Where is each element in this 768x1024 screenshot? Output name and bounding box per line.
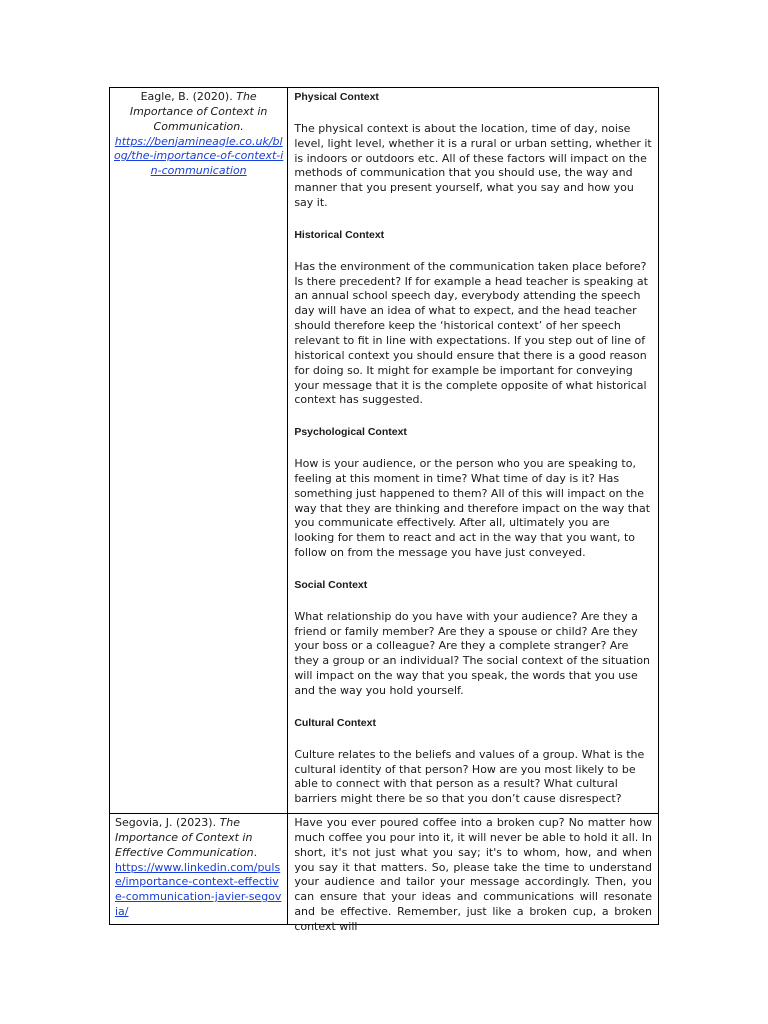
content-cell: [288, 88, 659, 814]
references-table: [109, 87, 659, 933]
section-text: Culture relates to the beliefs and values of a group. What is the cultural identity of that person? How are you most likely to be able to connect with that person as a result? What cultural barriers might there be so that you don’t cause disrespect?: [294, 747, 645, 806]
section-text: Have you ever poured coffee into a broken cup? No matter how much coffee you pour into it, it will never be able to hold it all. In short, it's not just what you say; it's to whom, how, and when you say it that matters. So, please take the time to understand your audience and tailor your message accordingly. Then, you can ensure that your ideas and communications will resonate and be effective. Remember, just like a broken cup, a broken context will: [294, 816, 652, 933]
content-clip: [294, 816, 652, 933]
section-heading: Social Context: [294, 578, 368, 591]
content-cell: [288, 814, 659, 933]
section-heading: Physical Context: [294, 91, 379, 103]
source-link[interactable]: https://www.linkedin.com/pulse/importance-context-effective-communication-javier-segovia/: [115, 860, 282, 919]
section-text: The physical context is about the location, time of day, noise level, light level, whether it is a rural or urban setting, whether it is indoors or outdoors etc. All of these factors will impact on the methods of communication that you should use, the way and manner that you present yourself, what you say and how you say it.: [294, 121, 652, 210]
section-text: Has the environment of the communication taken place before? Is there precedent? If for example a head teacher is speaking at an annual school speech day, everybody attending the speech day will have an idea of what to expect, and the head teacher should therefore keep the ‘historical context’ of her speech relevant to fit in line with expectations. If you step out of line of historical context you should ensure that there is a good reason for doing so. It might for example be important for conveying your message that it is the complete opposite of what historical context has suggested.: [294, 259, 648, 407]
source-author: Eagle, B. (2020).: [140, 90, 237, 103]
section-text: What relationship do you have with your audience? Are they a friend or family member? Are they a spouse or child? Are they your boss or a colleague? Are they a complete stranger? Are they a group or an individual? The social context of the situation will impact on the way that you speak, the words that you use and the way you hold yourself.: [294, 609, 651, 697]
section-heading: Psychological Context: [294, 426, 407, 439]
section-text: How is your audience, or the person who you are speaking to, feeling at this moment in time? What time of day is it? Has something just happened to them? All of this will impact on the way that they are thinking and therefore impact on the way that you communicate effectively. After all, ultimately you are looking for them to react and act in the way that you want, to follow on from the message you have just conveyed.: [294, 457, 651, 560]
source-author: Segovia, J. (2023).: [115, 816, 220, 830]
section-heading: Cultural Context: [294, 716, 376, 729]
source-title: The Importance of Context in Effective Communication: [115, 816, 254, 859]
source-title-suffix: .: [253, 845, 258, 859]
section-heading: Historical Context: [294, 228, 385, 241]
table-row: [110, 814, 659, 925]
table-row: [110, 88, 659, 814]
source-cell: [110, 88, 288, 814]
source-cell: [110, 814, 288, 925]
source-link[interactable]: https://benjamineagle.co.uk/blog/the-importance-of-context-in-communication: [114, 134, 284, 178]
source-title: The Importance of Context in Communication.: [129, 90, 268, 133]
